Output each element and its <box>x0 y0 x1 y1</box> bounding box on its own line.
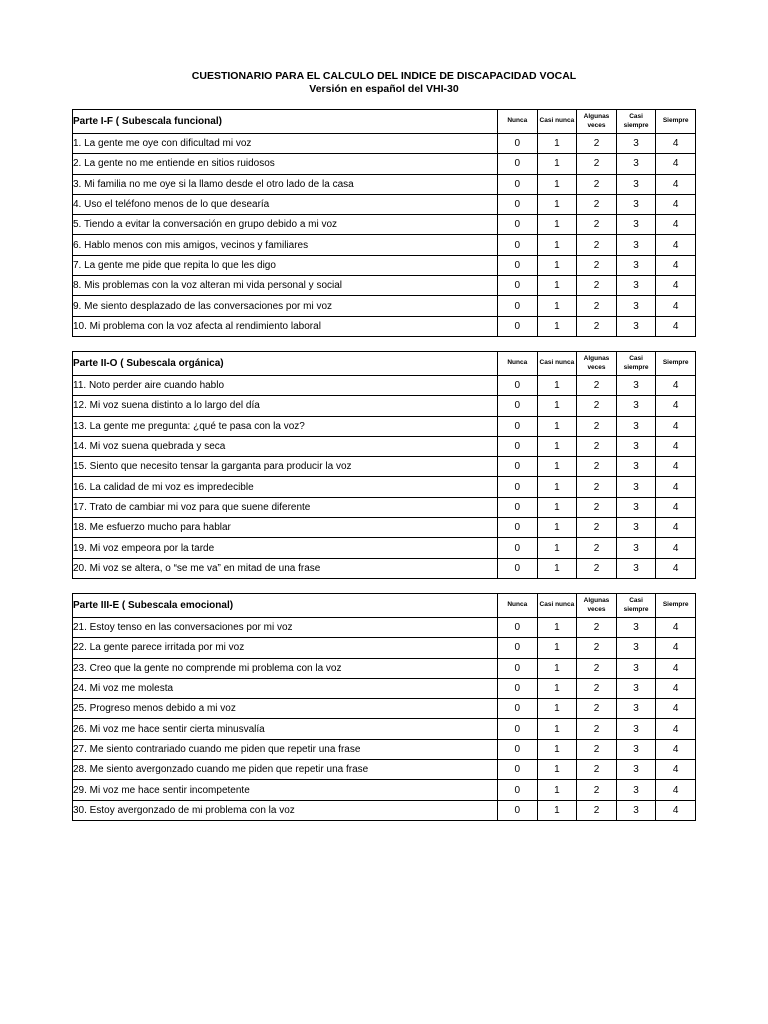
question-text: 14. Mi voz suena quebrada y seca <box>73 436 498 456</box>
score-option[interactable]: 3 <box>616 719 656 739</box>
option-header: Algunas veces <box>577 594 617 618</box>
score-option[interactable]: 2 <box>577 518 617 538</box>
option-header: Algunas veces <box>577 110 617 134</box>
question-row <box>73 316 696 336</box>
question-text: 19. Mi voz empeora por la tarde <box>73 538 498 558</box>
question-row <box>73 134 696 154</box>
score-option[interactable]: 3 <box>616 396 656 416</box>
score-option[interactable]: 1 <box>537 194 577 214</box>
score-option[interactable]: 2 <box>577 436 617 456</box>
score-option[interactable]: 1 <box>537 780 577 800</box>
question-text: 24. Mi voz me molesta <box>73 678 498 698</box>
score-option[interactable]: 0 <box>498 477 538 497</box>
option-header: Casi nunca <box>537 594 577 618</box>
score-option[interactable]: 4 <box>656 800 696 820</box>
score-option[interactable]: 0 <box>498 194 538 214</box>
score-option[interactable]: 4 <box>656 316 696 336</box>
question-text: 9. Me siento desplazado de las conversaciones por mi voz <box>73 296 498 316</box>
score-option[interactable]: 3 <box>616 376 656 396</box>
option-header: Nunca <box>498 594 538 618</box>
score-option[interactable]: 2 <box>577 497 617 517</box>
score-option[interactable]: 3 <box>616 215 656 235</box>
score-option[interactable]: 0 <box>498 134 538 154</box>
score-option[interactable]: 4 <box>656 396 696 416</box>
option-header: Siempre <box>656 352 696 376</box>
score-option[interactable]: 2 <box>577 174 617 194</box>
question-row <box>73 739 696 759</box>
score-option[interactable]: 2 <box>577 154 617 174</box>
score-option[interactable]: 2 <box>577 780 617 800</box>
score-option[interactable]: 3 <box>616 194 656 214</box>
question-text: 16. La calidad de mi voz es impredecible <box>73 477 498 497</box>
question-row <box>73 376 696 396</box>
score-option[interactable]: 2 <box>577 276 617 296</box>
score-option[interactable]: 2 <box>577 316 617 336</box>
question-text: 26. Mi voz me hace sentir cierta minusvalía <box>73 719 498 739</box>
score-option[interactable]: 4 <box>656 154 696 174</box>
score-option[interactable]: 4 <box>656 518 696 538</box>
score-option[interactable]: 3 <box>616 678 656 698</box>
score-option[interactable]: 1 <box>537 739 577 759</box>
question-row <box>73 436 696 456</box>
score-option[interactable]: 1 <box>537 215 577 235</box>
score-option[interactable]: 2 <box>577 719 617 739</box>
score-option[interactable]: 3 <box>616 416 656 436</box>
section-functional-table <box>72 109 696 337</box>
score-option[interactable]: 2 <box>577 800 617 820</box>
score-option[interactable]: 2 <box>577 538 617 558</box>
score-option[interactable]: 3 <box>616 316 656 336</box>
section-emotional-table <box>72 593 696 821</box>
score-option[interactable]: 4 <box>656 719 696 739</box>
score-option[interactable]: 4 <box>656 416 696 436</box>
score-option[interactable]: 1 <box>537 558 577 578</box>
question-text: 3. Mi familia no me oye si la llamo desde el otro lado de la casa <box>73 174 498 194</box>
score-option[interactable]: 0 <box>498 638 538 658</box>
option-header: Siempre <box>656 594 696 618</box>
question-text: 30. Estoy avergonzado de mi problema con la voz <box>73 800 498 820</box>
question-row <box>73 699 696 719</box>
score-option[interactable]: 1 <box>537 477 577 497</box>
score-option[interactable]: 4 <box>656 255 696 275</box>
question-text: 5. Tiendo a evitar la conversación en grupo debido a mi voz <box>73 215 498 235</box>
score-option[interactable]: 0 <box>498 296 538 316</box>
score-option[interactable]: 4 <box>656 658 696 678</box>
score-option[interactable]: 4 <box>656 134 696 154</box>
score-option[interactable]: 1 <box>537 316 577 336</box>
question-row <box>73 235 696 255</box>
score-option[interactable]: 4 <box>656 215 696 235</box>
question-row <box>73 760 696 780</box>
score-option[interactable]: 1 <box>537 658 577 678</box>
score-option[interactable]: 4 <box>656 678 696 698</box>
question-text: 25. Progreso menos debido a mi voz <box>73 699 498 719</box>
question-text: 27. Me siento contrariado cuando me piden que repetir una frase <box>73 739 498 759</box>
score-option[interactable]: 2 <box>577 255 617 275</box>
question-row <box>73 457 696 477</box>
score-option[interactable]: 1 <box>537 134 577 154</box>
section-header-row <box>73 110 696 134</box>
option-header: Casi nunca <box>537 352 577 376</box>
score-option[interactable]: 2 <box>577 396 617 416</box>
score-option[interactable]: 0 <box>498 436 538 456</box>
section-header-row <box>73 594 696 618</box>
score-option[interactable]: 2 <box>577 134 617 154</box>
score-option[interactable]: 0 <box>498 760 538 780</box>
score-option[interactable]: 4 <box>656 174 696 194</box>
score-option[interactable]: 4 <box>656 296 696 316</box>
question-row <box>73 477 696 497</box>
score-option[interactable]: 3 <box>616 497 656 517</box>
option-header: Casi siempre <box>616 352 656 376</box>
score-option[interactable]: 3 <box>616 518 656 538</box>
score-option[interactable]: 0 <box>498 699 538 719</box>
option-header: Siempre <box>656 110 696 134</box>
score-option[interactable]: 0 <box>498 276 538 296</box>
question-text: 28. Me siento avergonzado cuando me piden que repetir una frase <box>73 760 498 780</box>
score-option[interactable]: 2 <box>577 215 617 235</box>
question-row <box>73 678 696 698</box>
score-option[interactable]: 3 <box>616 558 656 578</box>
question-row <box>73 416 696 436</box>
option-header: Nunca <box>498 110 538 134</box>
score-option[interactable]: 4 <box>656 497 696 517</box>
score-option[interactable]: 0 <box>498 719 538 739</box>
question-text: 13. La gente me pregunta: ¿qué te pasa con la voz? <box>73 416 498 436</box>
score-option[interactable]: 4 <box>656 618 696 638</box>
score-option[interactable]: 3 <box>616 800 656 820</box>
score-option[interactable]: 4 <box>656 376 696 396</box>
score-option[interactable]: 4 <box>656 276 696 296</box>
score-option[interactable]: 2 <box>577 477 617 497</box>
score-option[interactable]: 0 <box>498 518 538 538</box>
score-option[interactable]: 3 <box>616 436 656 456</box>
question-text: 6. Hablo menos con mis amigos, vecinos y familiares <box>73 235 498 255</box>
score-option[interactable]: 3 <box>616 276 656 296</box>
option-header: Casi siempre <box>616 594 656 618</box>
score-option[interactable]: 0 <box>498 416 538 436</box>
score-option[interactable]: 1 <box>537 396 577 416</box>
question-text: 15. Siento que necesito tensar la garganta para producir la voz <box>73 457 498 477</box>
question-row <box>73 174 696 194</box>
score-option[interactable]: 2 <box>577 678 617 698</box>
question-text: 23. Creo que la gente no comprende mi problema con la voz <box>73 658 498 678</box>
score-option[interactable]: 3 <box>616 780 656 800</box>
score-option[interactable]: 1 <box>537 255 577 275</box>
option-header: Algunas veces <box>577 352 617 376</box>
question-text: 18. Me esfuerzo mucho para hablar <box>73 518 498 538</box>
score-option[interactable]: 2 <box>577 658 617 678</box>
score-option[interactable]: 2 <box>577 558 617 578</box>
score-option[interactable]: 1 <box>537 174 577 194</box>
score-option[interactable]: 0 <box>498 235 538 255</box>
document-subtitle: Versión en español del VHI-30 <box>309 83 459 95</box>
score-option[interactable]: 3 <box>616 457 656 477</box>
score-option[interactable]: 3 <box>616 296 656 316</box>
score-option[interactable]: 0 <box>498 154 538 174</box>
question-row <box>73 618 696 638</box>
score-option[interactable]: 2 <box>577 457 617 477</box>
question-row <box>73 638 696 658</box>
score-option[interactable]: 4 <box>656 194 696 214</box>
question-text: 4. Uso el teléfono menos de lo que desearía <box>73 194 498 214</box>
score-option[interactable]: 0 <box>498 780 538 800</box>
score-option[interactable]: 0 <box>498 255 538 275</box>
score-option[interactable]: 4 <box>656 699 696 719</box>
question-row <box>73 215 696 235</box>
question-text: 20. Mi voz se altera, o “se me va” en mitad de una frase <box>73 558 498 578</box>
score-option[interactable]: 1 <box>537 457 577 477</box>
question-row <box>73 800 696 820</box>
question-text: 22. La gente parece irritada por mi voz <box>73 638 498 658</box>
score-option[interactable]: 1 <box>537 719 577 739</box>
question-text: 8. Mis problemas con la voz alteran mi vida personal y social <box>73 276 498 296</box>
score-option[interactable]: 1 <box>537 497 577 517</box>
score-option[interactable]: 1 <box>537 235 577 255</box>
score-option[interactable]: 0 <box>498 739 538 759</box>
score-option[interactable]: 2 <box>577 194 617 214</box>
score-option[interactable]: 4 <box>656 558 696 578</box>
score-option[interactable]: 3 <box>616 255 656 275</box>
score-option[interactable]: 3 <box>616 760 656 780</box>
score-option[interactable]: 1 <box>537 436 577 456</box>
score-option[interactable]: 0 <box>498 396 538 416</box>
question-text: 12. Mi voz suena distinto a lo largo del día <box>73 396 498 416</box>
score-option[interactable]: 4 <box>656 235 696 255</box>
score-option[interactable]: 0 <box>498 174 538 194</box>
score-option[interactable]: 3 <box>616 699 656 719</box>
score-option[interactable]: 0 <box>498 800 538 820</box>
score-option[interactable]: 1 <box>537 154 577 174</box>
score-option[interactable]: 3 <box>616 739 656 759</box>
score-option[interactable]: 0 <box>498 538 538 558</box>
section-title: Parte III-E ( Subescala emocional) <box>73 594 498 618</box>
score-option[interactable]: 1 <box>537 699 577 719</box>
score-option[interactable]: 3 <box>616 658 656 678</box>
score-option[interactable]: 0 <box>498 457 538 477</box>
score-option[interactable]: 1 <box>537 276 577 296</box>
score-option[interactable]: 4 <box>656 638 696 658</box>
score-option[interactable]: 1 <box>537 638 577 658</box>
question-text: 7. La gente me pide que repita lo que les digo <box>73 255 498 275</box>
question-row <box>73 538 696 558</box>
document-title: CUESTIONARIO PARA EL CALCULO DEL INDICE DE DISCAPACIDAD VOCAL <box>191 70 577 82</box>
score-option[interactable]: 2 <box>577 618 617 638</box>
score-option[interactable]: 1 <box>537 416 577 436</box>
score-option[interactable]: 2 <box>577 376 617 396</box>
section-header-row <box>73 352 696 376</box>
section-title: Parte II-O ( Subescala orgánica) <box>73 352 498 376</box>
score-option[interactable]: 3 <box>616 638 656 658</box>
score-option[interactable]: 0 <box>498 678 538 698</box>
score-option[interactable]: 2 <box>577 416 617 436</box>
score-option[interactable]: 0 <box>498 497 538 517</box>
question-text: 29. Mi voz me hace sentir incompetente <box>73 780 498 800</box>
score-option[interactable]: 1 <box>537 800 577 820</box>
score-option[interactable]: 1 <box>537 618 577 638</box>
score-option[interactable]: 1 <box>537 296 577 316</box>
score-option[interactable]: 1 <box>537 376 577 396</box>
question-row <box>73 518 696 538</box>
score-option[interactable]: 3 <box>616 618 656 638</box>
score-option[interactable]: 2 <box>577 296 617 316</box>
score-option[interactable]: 0 <box>498 316 538 336</box>
question-row <box>73 558 696 578</box>
score-option[interactable]: 0 <box>498 215 538 235</box>
question-row <box>73 296 696 316</box>
score-option[interactable]: 0 <box>498 376 538 396</box>
question-row <box>73 719 696 739</box>
option-header: Nunca <box>498 352 538 376</box>
option-header: Casi siempre <box>616 110 656 134</box>
score-option[interactable]: 1 <box>537 760 577 780</box>
question-row <box>73 780 696 800</box>
score-option[interactable]: 2 <box>577 235 617 255</box>
score-option[interactable]: 4 <box>656 760 696 780</box>
score-option[interactable]: 1 <box>537 678 577 698</box>
question-text: 17. Trato de cambiar mi voz para que suene diferente <box>73 497 498 517</box>
score-option[interactable]: 1 <box>537 538 577 558</box>
score-option[interactable]: 4 <box>656 477 696 497</box>
question-text: 1. La gente me oye con dificultad mi voz <box>73 134 498 154</box>
score-option[interactable]: 0 <box>498 618 538 638</box>
score-option[interactable]: 2 <box>577 638 617 658</box>
question-text: 2. La gente no me entiende en sitios ruidosos <box>73 154 498 174</box>
option-header: Casi nunca <box>537 110 577 134</box>
question-text: 21. Estoy tenso en las conversaciones por mi voz <box>73 618 498 638</box>
score-option[interactable]: 4 <box>656 436 696 456</box>
score-option[interactable]: 2 <box>577 699 617 719</box>
score-option[interactable]: 3 <box>616 174 656 194</box>
question-row <box>73 154 696 174</box>
question-row <box>73 396 696 416</box>
score-option[interactable]: 3 <box>616 134 656 154</box>
section-title: Parte I-F ( Subescala funcional) <box>73 110 498 134</box>
score-option[interactable]: 0 <box>498 658 538 678</box>
section-organic-table <box>72 351 696 579</box>
question-text: 10. Mi problema con la voz afecta al rendimiento laboral <box>73 316 498 336</box>
score-option[interactable]: 2 <box>577 739 617 759</box>
score-option[interactable]: 4 <box>656 739 696 759</box>
question-row <box>73 658 696 678</box>
question-row <box>73 194 696 214</box>
score-option[interactable]: 3 <box>616 538 656 558</box>
score-option[interactable]: 3 <box>616 235 656 255</box>
score-option[interactable]: 0 <box>498 558 538 578</box>
score-option[interactable]: 4 <box>656 457 696 477</box>
score-option[interactable]: 4 <box>656 780 696 800</box>
question-row <box>73 255 696 275</box>
score-option[interactable]: 3 <box>616 154 656 174</box>
score-option[interactable]: 1 <box>537 518 577 538</box>
question-text: 11. Noto perder aire cuando hablo <box>73 376 498 396</box>
score-option[interactable]: 3 <box>616 477 656 497</box>
question-row <box>73 276 696 296</box>
question-row <box>73 497 696 517</box>
score-option[interactable]: 4 <box>656 538 696 558</box>
score-option[interactable]: 2 <box>577 760 617 780</box>
